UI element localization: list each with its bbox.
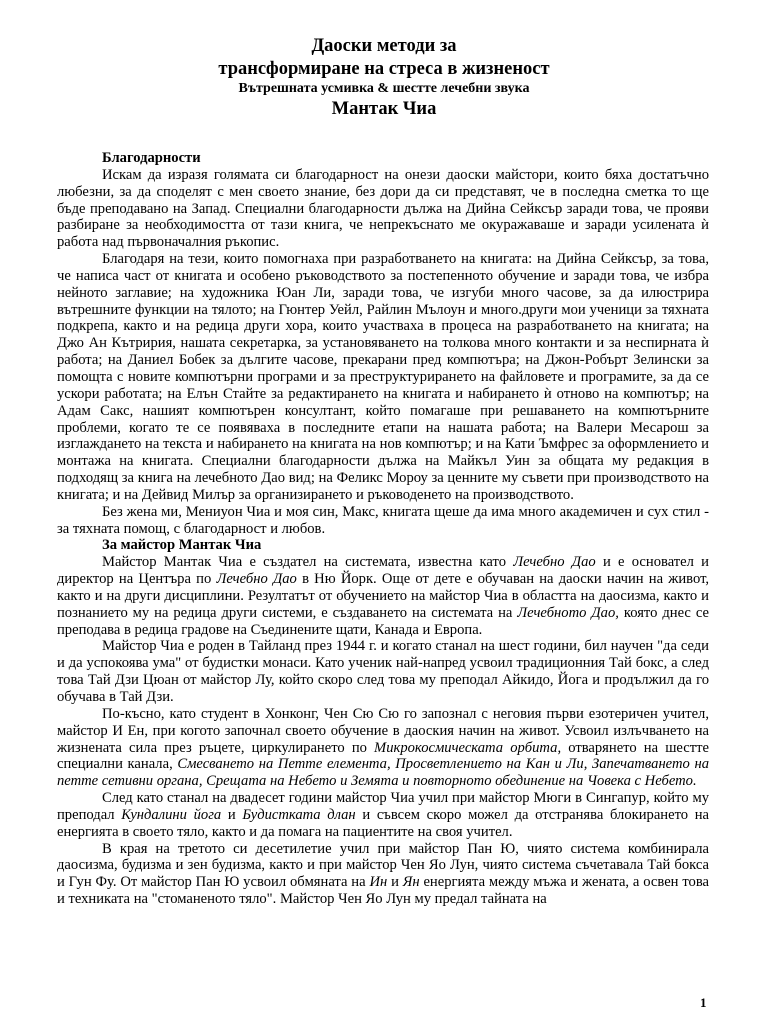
text-run: която днес се преподава в редица градове на Съединените щати, Канада и Европа. [57, 604, 709, 638]
text-run: и е основател и директор на Центъра по [57, 554, 709, 588]
text-run: в Ню Йорк. Още от дете е обучаван на даоски начин на живот, както и на други дисциплини. Резултатът от обучението на майстор Чиа в областта на даосизма, както и познанието му на редица други системи, е създаването на системата на [57, 571, 709, 621]
body-text [57, 150, 709, 908]
paragraph [57, 841, 709, 908]
author: Мантак Чиа [331, 99, 437, 119]
italic-text-run: Ин [369, 874, 388, 891]
text-run: и съвсем скоро можел да отстранява блокирането на енергията в своето тяло, както и да помага на пациентите на своя учител. [57, 806, 710, 840]
italic-text-run: Кундалини йога [121, 806, 222, 823]
title-line-2: трансформиране на стреса в жизненост [218, 59, 550, 79]
paragraph [57, 706, 709, 790]
heading-acknowledgements: Благодарности [102, 150, 201, 166]
title-block [0, 35, 768, 121]
title-line-1: Даоски методи за [311, 36, 457, 56]
paragraph [57, 504, 709, 538]
paragraph [57, 167, 709, 251]
subtitle: Вътрешната усмивка & шестте лечебни звука [238, 81, 530, 96]
italic-text-run: Смесването на Петте елемента, Просветлението на Кан и Ли, Запечатването на петте сетивни органа, Срещата на Небето и Земята и повторното обединение на Човека с Небето. [57, 756, 709, 790]
paragraph [57, 790, 709, 841]
italic-text-run: Лечебното Дао, [517, 604, 619, 621]
text-run: енергията между мъжа и жената, а освен това и техниката на "стоманеното тяло". Майстор Чен Яо Лун му предал тайната на [57, 874, 709, 908]
text-run: В края на третото си десетилетие учил при майстор Пан Ю, чиято система комбинирала даосизма, будизма и зен будизма, както и при майстор Чен Яо Лун, чиято система съчетавала Тай бокса и Гун Фу. От майстор Пан Ю усвоил обмяната на [57, 840, 709, 891]
heading-about-author: За майстор Мантак Чиа [102, 537, 262, 554]
page-number: 1 [700, 995, 707, 1010]
text-run: Без жена ми, Мениуон Чиа и моя син, Макс, книгата щеше да има много академичен и сух стил - за тяхната помощ, с благодарност и любов. [57, 503, 709, 537]
paragraph [57, 554, 709, 638]
italic-text-run: Лечебно Дао [513, 554, 596, 571]
paragraph [57, 251, 709, 504]
text-run: и [221, 806, 243, 823]
text-run: След като станал на двадесет години майстор Чиа учил при майстор Мюги в Сингапур, който му преподал [57, 790, 709, 823]
text-run: Искам да изразя голямата си благодарност на онези даоски майстори, които бяха достатъчно любезни, за да споделят с мен своето знание, без дори да си представят, че в последна сметка то ще бъде преподавано на Запад. Специални благодарности дължа на Дийна Сейксър заради това, че прояви разбиране за необходимостта от тази книга, че непрекъснато ме окуражаваше и заради усилената ѝ работа над първоначалния ръкопис. [57, 166, 709, 251]
text-run: Благодаря на тези, които помогнаха при разработването на книгата: на Дийна Сейксър, за това, че написа част от книгата и особено ръководството за постепенното обучение и заради това, че избра нейното заглавие; на художника Юан Ли, заради това, че изгуби много часове, за да илюстрира вътрешните функции на тялото; на Гюнтер Уейл, Райлин Мълоун и много.други мои ученици за тяхната подкрепа, както и на редица други хора, които участваха в процеса на разработването на книгата; на Джо Ан Кътририя, нашата секретарка, за установяването на толкова много контакти и за неспирната ѝ работа; на Даниел Бобек за дългите часове, прекарани пред компютъра; на Джон-Робърт Зелински за помощта с новите компютърни програми и за преструктурирането на файловете и програмите, за да се ускори работата; на Елън Стайте за редактирането на книгата и набирането ѝ отново на компютър; на Адам Сакс, нашият компютърен консултант, който помагаше при решаването на компютърните проблеми, когато те се появяваха в последните етапи на нашата работа; на Валери Месарош за изглаждането на текста и набирането на книгата на нов компютър; и на Кати Ъмфрес за оформлението и монтажа на книгата. Специални благодарности дължа на Майкъл Уин за общата му редакция в подходящ за книга на лечебното Дао вид; на Феликс Мороу за ценните му съвети при производството на книгата; и на Дейвид Милър за организирането и ръководенето на производството. [57, 251, 709, 503]
text-run: Майстор Чиа е роден в Тайланд през 1944 г. и когато станал на шест години, бил научен "да седи и да успокоява ума" от будистки монаси. Като ученик най-напред усвоил традиционния Тай бокс, а след това Тай Дзи Цюан от майстор Лу, който скоро след това му преподал Айкидо, Йога и продължил да го обучава в Тай Дзи. [57, 638, 709, 705]
text-run: и [387, 874, 403, 891]
italic-text-run: Будисткатa длан [242, 806, 356, 823]
text-run: Майстор Мантак Чиа е създател на системата, известна като [102, 554, 514, 571]
paragraph [57, 638, 709, 705]
text-run: По-късно, като студент в Хонконг, Чен Сю Сю го запознал с неговия първи езотеричен учител, майстор И Ен, при когото започнал своето обучение в даоския начин на живот. Усвоил излъчването на жизнената сила през ръцете, циркулирането по [57, 705, 709, 756]
italic-text-run: Микрокосмическата орбита, [374, 739, 562, 756]
text-run: отварянето на шестте специални канала, [57, 739, 709, 773]
italic-text-run: Ян [402, 874, 420, 891]
italic-text-run: Лечебно Дао [216, 571, 297, 588]
